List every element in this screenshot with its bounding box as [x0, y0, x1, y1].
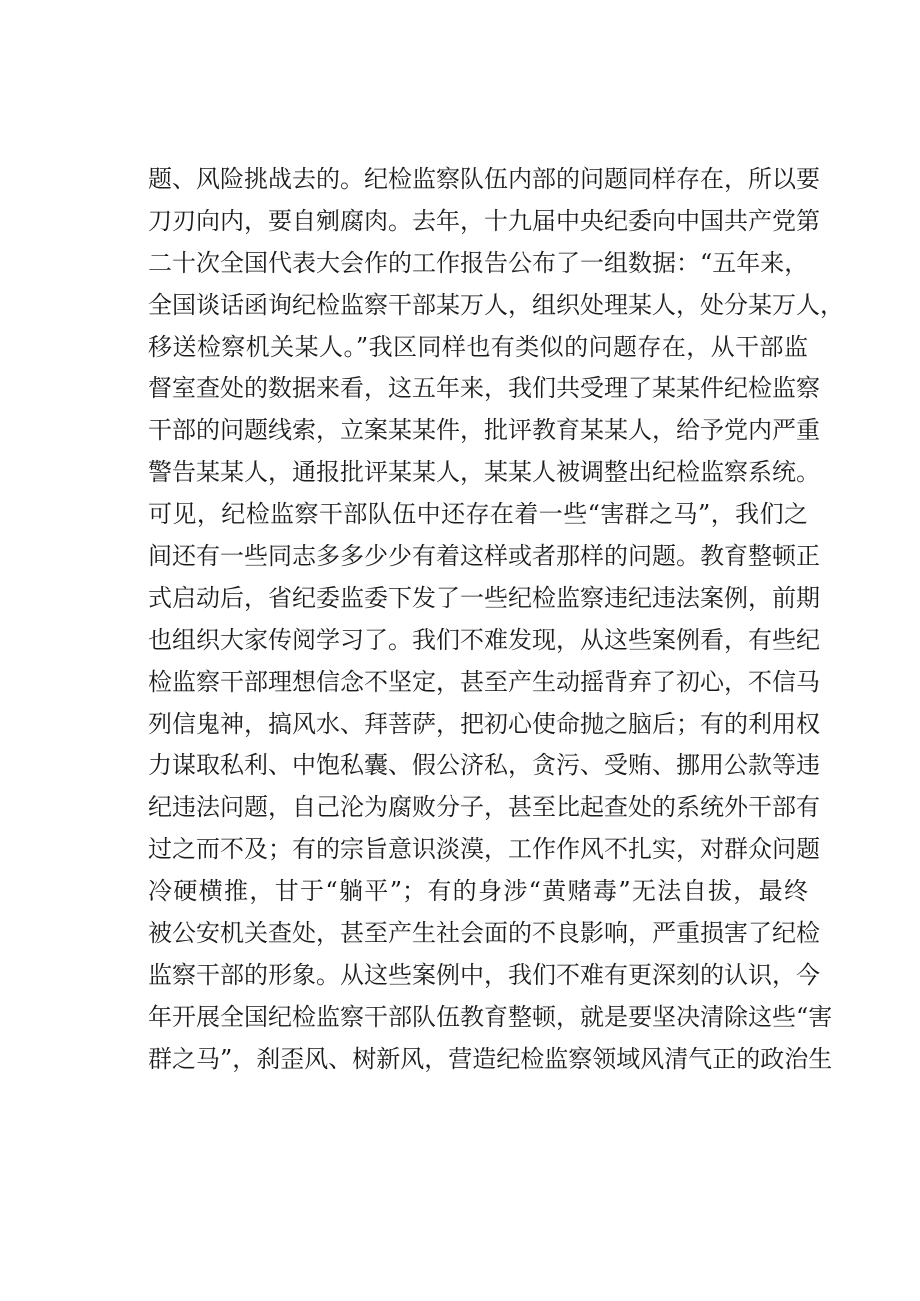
text-line: 题、风险挑战去的。纪检监察队伍内部的问题同样存在，所以要	[148, 165, 820, 193]
text-line: 警告某某人，通报批评某某人，某某人被调整出纪检监察系统。	[148, 458, 820, 487]
text-line: 冷硬横推，甘于“躺平”；有的身涉“黄赌毒”无法自拔，最终	[148, 877, 808, 906]
text-line: 可见，纪检监察干部队伍中还存在着一些“害群之马”，我们之	[148, 500, 808, 529]
text-line: 移送检察机关某人。”我区同样也有类似的问题存在，从干部监	[148, 332, 808, 361]
text-line: 检监察干部理想信念不坚定，甚至产生动摇背弃了初心，不信马	[148, 667, 820, 696]
text-line: 年开展全国纪检监察干部队伍教育整顿，就是要坚决清除这些“害	[148, 1002, 833, 1031]
text-line: 监察干部的形象。从这些案例中，我们不难有更深刻的认识，今	[148, 960, 820, 989]
text-line: 干部的问题线索，立案某某件，批评教育某某人，给予党内严重	[148, 416, 820, 445]
text-line: 被公安机关查处，甚至产生社会面的不良影响，严重损害了纪检	[148, 919, 820, 948]
text-line: 式启动后，省纪委监委下发了一些纪检监察违纪违法案例，前期	[148, 583, 820, 612]
text-line: 纪违法问题，自己沦为腐败分子，甚至比起查处的系统外干部有	[148, 793, 820, 822]
text-line: 过之而不及；有的宗旨意识淡漠，工作作风不扎实，对群众问题	[148, 835, 820, 864]
body-paragraph	[148, 159, 844, 1081]
text-line: 列信鬼神，搞风水、拜菩萨，把初心使命抛之脑后；有的利用权	[148, 709, 820, 738]
text-line: 全国谈话函询纪检监察干部某万人，组织处理某人，处分某万人，	[148, 290, 844, 319]
text-line: 督室查处的数据来看，这五年来，我们共受理了某某件纪检监察	[148, 374, 820, 403]
text-line: 力谋取私利、中饱私囊、假公济私，贪污、受贿、挪用公款等违	[148, 751, 820, 780]
text-line: 二十次全国代表大会作的工作报告公布了一组数据：“五年来，	[148, 248, 809, 277]
text-line: 群之马”，刹歪风、树新风，营造纪检监察领域风清气正的政治生	[148, 1044, 833, 1073]
text-line: 也组织大家传阅学习了。我们不难发现，从这些案例看，有些纪	[148, 625, 820, 654]
text-line: 刀刃向内，要自剜腐肉。去年，十九届中央纪委向中国共产党第	[148, 206, 820, 235]
text-line: 间还有一些同志多多少少有着这样或者那样的问题。教育整顿正	[148, 542, 820, 571]
